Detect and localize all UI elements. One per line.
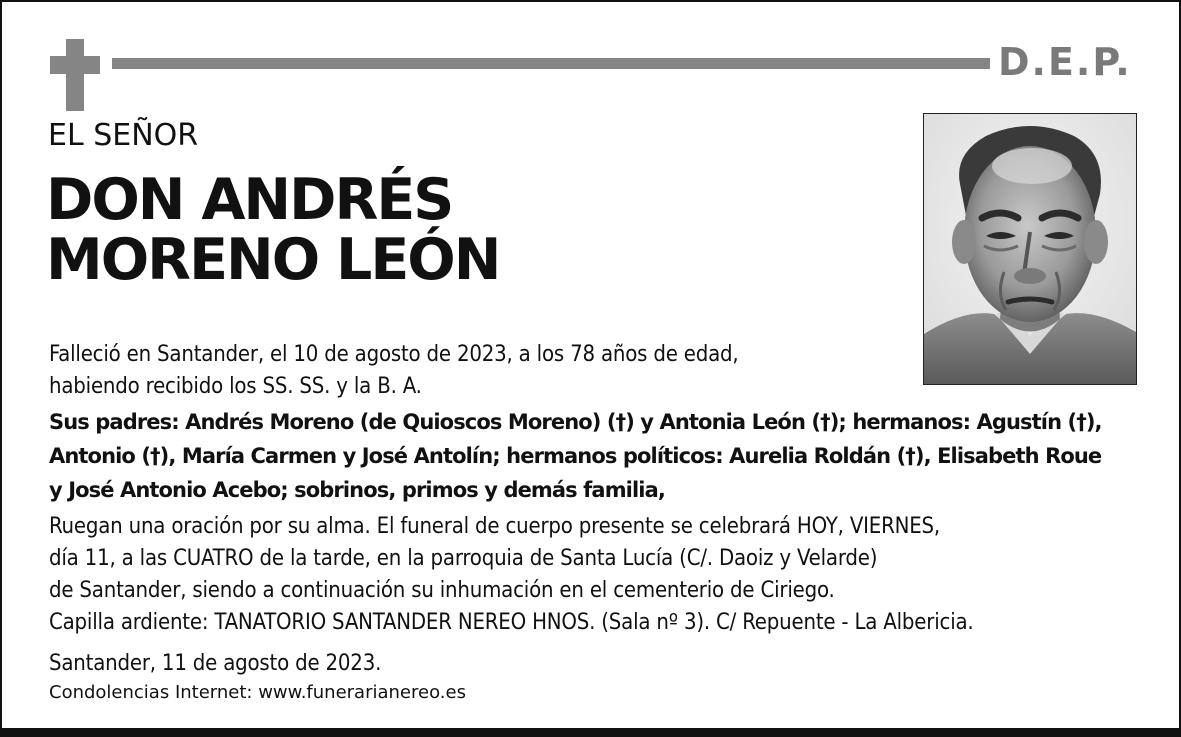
funeral-line: de Santander, siendo a continuación su inhumación en el cementerio de Ciriego.	[49, 578, 835, 603]
funeral-line: día 11, a las CUATRO de la tarde, en la parroquia de Santa Lucía (C/. Daoiz y Velarde)	[49, 546, 878, 571]
portrait-photo	[923, 113, 1137, 385]
dep-label: D.E.P.	[998, 40, 1132, 84]
funeral-paragraph	[49, 511, 974, 639]
funeral-line: Capilla ardiente: TANATORIO SANTANDER NEREO HNOS. (Sala nº 3). C/ Repuente - La Albericia.	[49, 610, 974, 635]
header-rule	[112, 58, 990, 69]
place-date: Santander, 11 de agosto de 2023.	[49, 651, 382, 676]
family-line: Sus padres: Andrés Moreno (de Quioscos Moreno) (†) y Antonia León (†); hermanos: Agustín (†),	[49, 410, 1102, 434]
funeral-line: Ruegan una oración por su alma. El funeral de cuerpo presente se celebrará HOY, VIERNES,	[49, 514, 941, 539]
name-line-1: DON ANDRÉS	[46, 167, 453, 233]
name-line-2: MORENO LEÓN	[46, 227, 500, 293]
bottom-border	[2, 728, 1179, 735]
condolences-line: Condolencias Internet: www.funerarianereo.es	[49, 682, 466, 703]
deceased-name	[46, 167, 500, 293]
family-line: y José Antonio Acebo; sobrinos, primos y demás familia,	[49, 478, 665, 502]
death-notice-line: Falleció en Santander, el 10 de agosto de 2023, a los 78 años de edad,	[49, 342, 739, 367]
death-notice-line: habiendo recibido los SS. SS. y la B. A.	[49, 374, 422, 399]
family-paragraph	[49, 405, 1102, 507]
death-notice-paragraph	[49, 339, 739, 403]
deceased-title: EL SEÑOR	[48, 118, 199, 153]
cross-icon	[50, 39, 100, 111]
family-line: Antonio (†), María Carmen y José Antolín; hermanos políticos: Aurelia Roldán (†), Elisabeth Roue	[49, 444, 1102, 468]
